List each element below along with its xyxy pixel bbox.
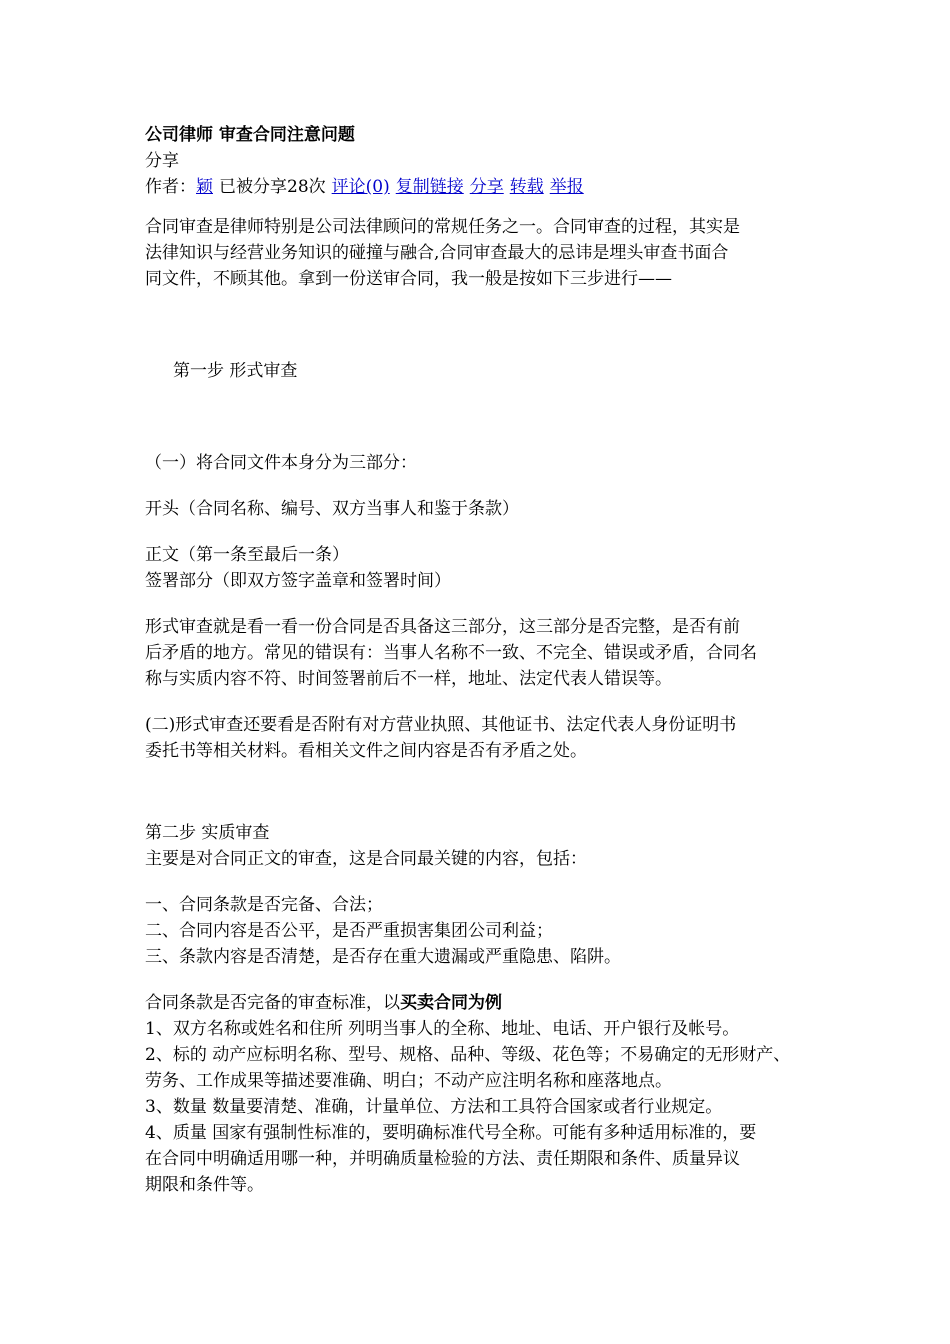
intro-line: 同文件，不顾其他。拿到一份送审合同，我一般是按如下三步进行—— [145,269,672,289]
review-items [145,892,825,970]
copy-link[interactable]: 复制链接 [395,177,464,197]
page-title: 公司律师 审查合同注意问题 [145,125,355,145]
document-page [145,122,825,1198]
standard-line [145,990,825,1016]
share-label: 分享 [145,151,179,171]
step2-intro: 主要是对合同正文的审查，这是合同最关键的内容，包括： [145,849,587,869]
step2-heading: 第二步 实质审查 [145,823,270,843]
share-link[interactable]: 分享 [469,177,504,197]
clause-line: 期限和条件等。 [145,1175,264,1195]
clause-line: 2、标的 动产应标明名称、型号、规格、品种、等级、花色等；不易确定的无形财产、 [145,1045,791,1065]
part2-line: (二)形式审查还要看是否附有对方营业执照、其他证书、法定代表人身份证明书 [145,715,737,735]
review-item: 三、条款内容是否清楚，是否存在重大遗漏或严重隐患、陷阱。 [145,947,621,967]
part1-heading: （一）将合同文件本身分为三部分： [145,453,417,473]
comment-link[interactable]: 评论(0) [331,177,390,197]
clause-line: 劳务、工作成果等描述要准确、明白；不动产应注明名称和座落地点。 [145,1071,672,1091]
clause-line: 在合同中明确适用哪一种，并明确质量检验的方法、责任期限和条件、质量异议 [145,1149,740,1169]
form-review-line: 称与实质内容不符、时间签署前后不一样，地址、法定代表人错误等。 [145,669,672,689]
intro-line: 法律知识与经营业务知识的碰撞与融合,合同审查最大的忌讳是埋头审查书面合 [145,243,729,263]
author-prefix: 作者： [145,177,196,197]
form-review-paragraph [145,614,825,692]
part2-paragraph [145,712,825,764]
clause-line: 3、数量 数量要清楚、准确，计量单位、方法和工具符合国家或者行业规定。 [145,1097,723,1117]
author-line [145,174,825,200]
standard-example: 买卖合同为例 [400,993,502,1013]
clause-line: 1、双方名称或姓名和住所 列明当事人的全称、地址、电话、开户银行及帐号。 [145,1019,740,1039]
part-sign: 签署部分（即双方签字盖章和签署时间） [145,571,451,591]
part2-line: 委托书等相关材料。看相关文件之间内容是否有矛盾之处。 [145,741,587,761]
intro-paragraph [145,214,825,292]
review-item: 一、合同条款是否完备、合法； [145,895,383,915]
form-review-line: 后矛盾的地方。常见的错误有：当事人名称不一致、不完全、错误或矛盾，合同名 [145,643,757,663]
report-link[interactable]: 举报 [549,177,584,197]
step1-heading: 第一步 形式审查 [173,361,298,381]
repost-link[interactable]: 转载 [509,177,544,197]
author-link[interactable]: 颖 [196,177,213,197]
standard-prefix: 合同条款是否完备的审查标准，以 [145,993,400,1013]
part-body: 正文（第一条至最后一条） [145,545,349,565]
intro-line: 合同审查是律师特别是公司法律顾问的常规任务之一。合同审查的过程，其实是 [145,217,740,237]
share-count: 已被分享28次 [219,177,326,197]
clause-line: 4、质量 国家有强制性标准的，要明确标准代号全称。可能有多种适用标准的，要 [145,1123,757,1143]
review-item: 二、合同内容是否公平，是否严重损害集团公司利益； [145,921,553,941]
form-review-line: 形式审查就是看一看一份合同是否具备这三部分，这三部分是否完整，是否有前 [145,617,740,637]
clauses-list [145,1016,825,1198]
part-head: 开头（合同名称、编号、双方当事人和鉴于条款） [145,499,519,519]
